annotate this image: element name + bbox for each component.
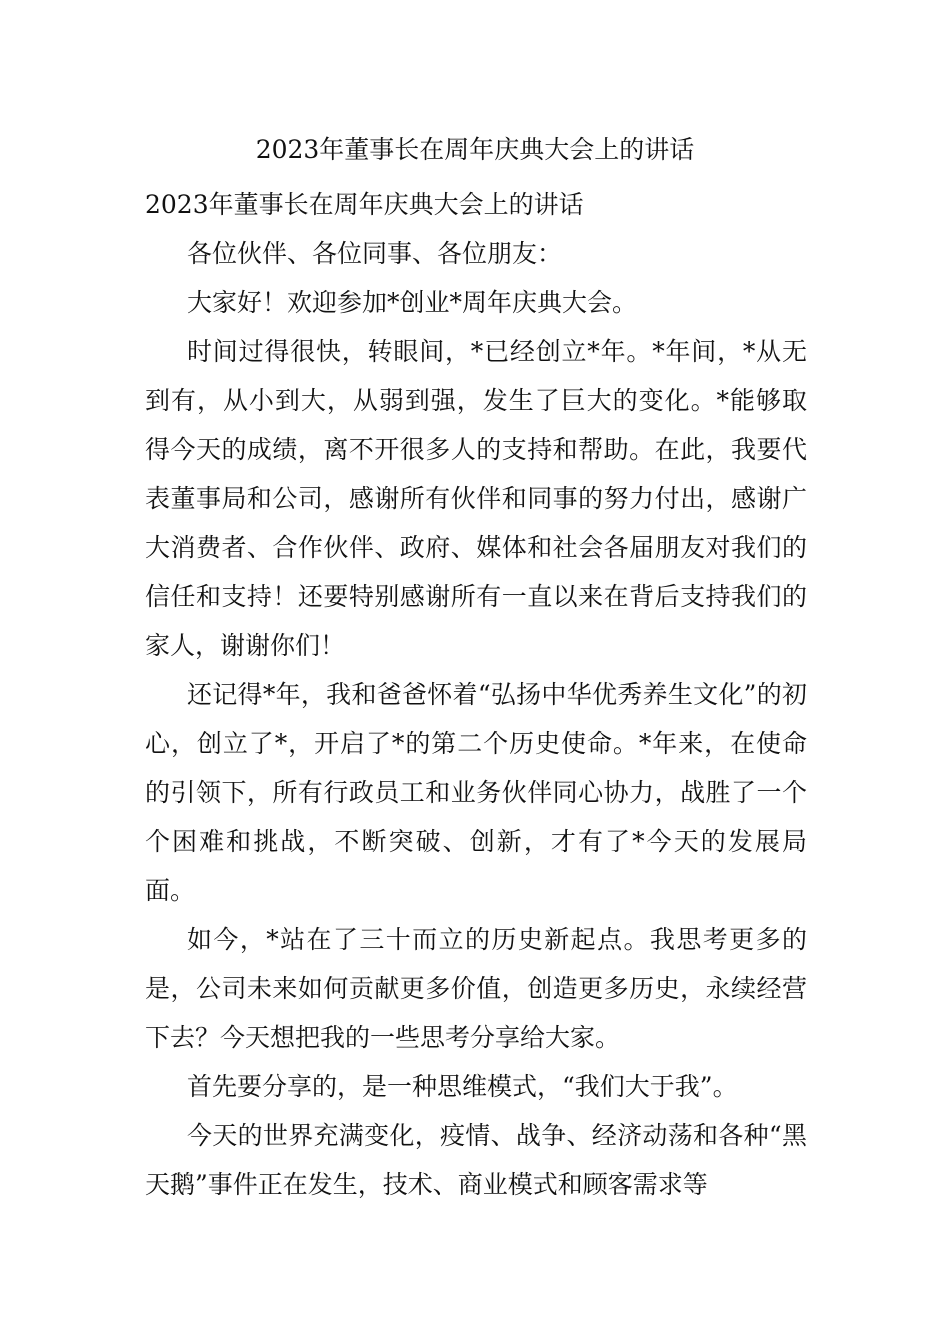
paragraph-greeting: 各位伙伴、各位同事、各位朋友： (187, 239, 563, 268)
paragraph-future: 如今，*站在了三十而立的历史新起点。我思考更多的是，公司未来如何贡献更多价值，创造更多历史，永续经营下去？今天想把我的一些思考分享给大家。 (145, 925, 807, 1052)
document-title: 2023年董事长在周年庆典大会上的讲话 (255, 135, 695, 164)
paragraph-world: 今天的世界充满变化，疫情、战争、经济动荡和各种“黑天鹅”事件正在发生，技术、商业模式和顾客需求等 (145, 1121, 807, 1199)
paragraph-mindset: 首先要分享的，是一种思维模式，“我们大于我”。 (187, 1072, 738, 1101)
document-body (145, 180, 807, 1209)
paragraph-thanks: 时间过得很快，转眼间，*已经创立*年。*年间，*从无到有，从小到大，从弱到强，发生了巨大的变化。*能够取得今天的成绩，离不开很多人的支持和帮助。在此，我要代表董事局和公司，感谢所有伙伴和同事的努力付出，感谢广大消费者、合作伙伴、政府、媒体和社会各届朋友对我们的信任和支持！还要特别感谢所有一直以来在背后支持我们的家人，谢谢你们！ (145, 337, 807, 660)
paragraph-history: 还记得*年，我和爸爸怀着“弘扬中华优秀养生文化”的初心，创立了*，开启了*的第二个历史使命。*年来，在使命的引领下，所有行政员工和业务伙伴同心协力，战胜了一个个困难和挑战，不断突破、创新，才有了*今天的发展局面。 (145, 680, 807, 905)
document-subtitle: 2023年董事长在周年庆典大会上的讲话 (145, 190, 584, 219)
paragraph-welcome: 大家好！欢迎参加*创业*周年庆典大会。 (187, 288, 638, 317)
